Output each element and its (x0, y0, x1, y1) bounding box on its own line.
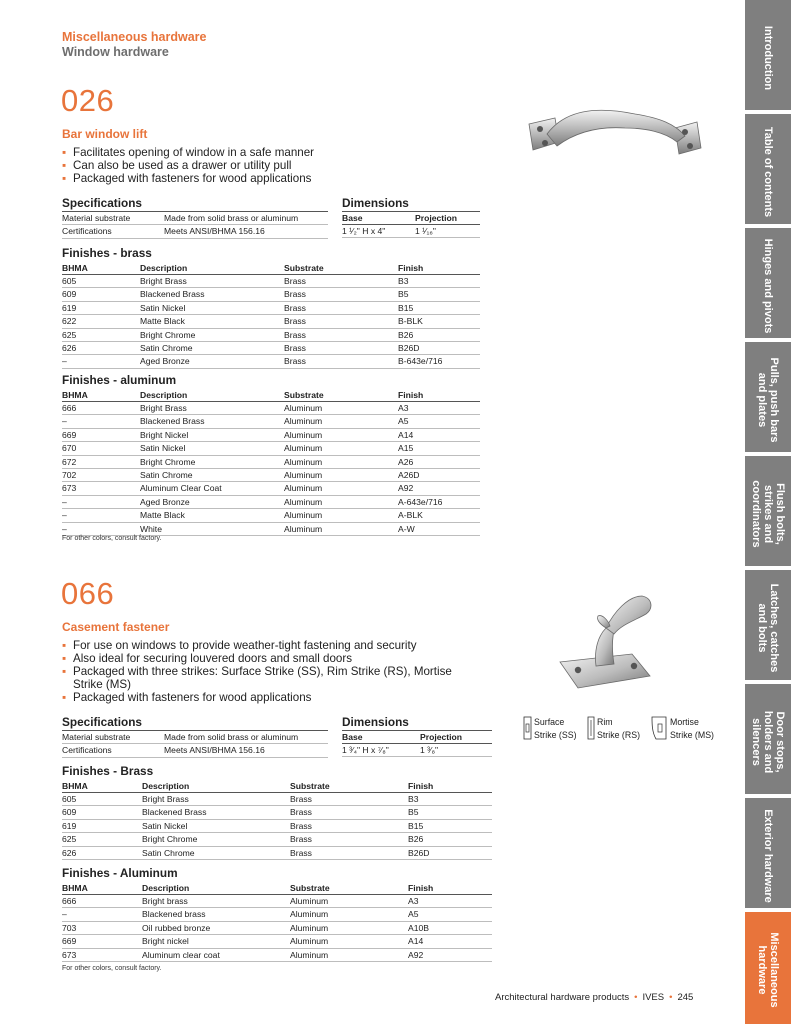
table-cell: A10B (408, 921, 492, 934)
tab-miscellaneous-hardware[interactable]: Miscellaneous hardware (745, 912, 791, 1024)
table-cell: White (140, 522, 284, 535)
tab-flush-bolts[interactable]: Flush bolts, strikes and coordinators (745, 456, 791, 566)
feature-item: ▪ Facilitates opening of window in a safe manner (62, 146, 315, 159)
table-cell: 702 (62, 469, 140, 482)
product-title: Bar window lift (62, 127, 148, 141)
table-cell: A92 (398, 482, 480, 495)
subcategory-title: Window hardware (62, 45, 169, 59)
page-number: 245 (677, 992, 694, 1003)
tab-table-of-contents[interactable]: Table of contents (745, 114, 791, 224)
table-row: Certifications Meets ANSI/BHMA 156.16 (62, 744, 328, 757)
finishes-brass-table: BHMA Description Substrate Finish 605 Bright Brass Brass B3 609 Blackened Brass Brass B5 619 Satin Nickel Brass B15 622 Matte Black Brass B-BLK 625 Bright Chrome Brass B26 626 Satin Chrome Brass B26D – Aged Bronze Brass B-643e/716 (62, 262, 480, 369)
table-row (62, 806, 492, 819)
table-cell: Aluminum (284, 469, 398, 482)
table-row (62, 355, 480, 368)
table-cell: Brass (290, 846, 408, 859)
table-cell: Bright Chrome (140, 455, 284, 468)
tab-latches-catches[interactable]: Latches, catches and bolts (745, 570, 791, 680)
feature-item: ▪ Packaged with three strikes: Surface Strike (SS), Rim Strike (RS), Mortise Strike (MS) (62, 665, 452, 691)
finishes-aluminum-table: BHMA Description Substrate Finish 666 Bright Brass Aluminum A3 – Blackened Brass Aluminum A5 669 Bright Nickel Aluminum A14 670 Satin Nickel Aluminum A15 672 Bright Chrome Aluminum A26 702 Satin Chrome Aluminum A26D 673 Aluminum Clear Coat Aluminum A92 – Aged Bronze Aluminum A-643e/716 – Matte Black Aluminum A-BLK – White Aluminum A-W (62, 389, 480, 536)
table-cell: 673 (62, 482, 140, 495)
table-cell: 669 (62, 935, 142, 948)
table-cell: B26 (408, 833, 492, 846)
table-cell: 609 (62, 288, 140, 301)
table-cell: B15 (398, 301, 480, 314)
table-cell: Brass (290, 806, 408, 819)
table-cell: A3 (398, 402, 480, 415)
feature-item: ▪ For use on windows to provide weather-tight fastening and security (62, 639, 417, 652)
table-cell: Aluminum (284, 522, 398, 535)
table-cell: A14 (398, 428, 480, 441)
tab-pulls-push-bars[interactable]: Pulls, push bars and plates (745, 342, 791, 452)
table-cell: Aged Bronze (140, 355, 284, 368)
dimensions-heading: Dimensions (342, 715, 409, 729)
table-cell: Aluminum clear coat (142, 948, 290, 961)
mortise-strike-label: Mortise Strike (MS) (650, 716, 714, 742)
table-cell: – (62, 522, 140, 535)
table-row (62, 315, 480, 328)
table-cell: Blackened Brass (140, 415, 284, 428)
finishes-brass-table: BHMA Description Substrate Finish 605 Bright Brass Brass B3 609 Blackened Brass Brass B5 619 Satin Nickel Brass B15 625 Bright Chrome Brass B26 626 Satin Chrome Brass B26D (62, 780, 492, 860)
table-cell: Bright nickel (142, 935, 290, 948)
table-row (62, 455, 480, 468)
table-cell: 605 (62, 793, 142, 806)
feature-list (62, 146, 482, 185)
table-cell: 626 (62, 846, 142, 859)
table-row (62, 428, 480, 441)
table-row (62, 301, 480, 314)
table-cell: Aluminum (284, 442, 398, 455)
table-cell: Aluminum (284, 455, 398, 468)
table-cell: Satin Nickel (142, 819, 290, 832)
feature-item: ▪ Packaged with fasteners for wood applications (62, 691, 312, 704)
tab-hinges-and-pivots[interactable]: Hinges and pivots (745, 228, 791, 338)
specifications-heading: Specifications (62, 196, 142, 210)
table-row (62, 275, 480, 288)
table-cell: Brass (284, 355, 398, 368)
table-cell: Blackened brass (142, 908, 290, 921)
table-row (62, 948, 492, 961)
table-cell: Brass (290, 793, 408, 806)
table-cell: Satin Chrome (140, 469, 284, 482)
table-cell: A15 (398, 442, 480, 455)
table-cell: 605 (62, 275, 140, 288)
dimensions-heading: Dimensions (342, 196, 409, 210)
rim-strike-icon (587, 716, 595, 740)
table-cell: B-643e/716 (398, 355, 480, 368)
table-cell: Brass (284, 328, 398, 341)
table-cell: Aluminum (284, 415, 398, 428)
table-cell: Aluminum (290, 921, 408, 934)
table-cell: Satin Chrome (140, 342, 284, 355)
table-cell: 626 (62, 342, 140, 355)
table-row: Material substrate Made from solid brass or aluminum (62, 212, 328, 225)
table-cell: Brass (284, 275, 398, 288)
finishes-brass-heading: Finishes - Brass (62, 764, 154, 778)
table-row: Certifications Meets ANSI/BHMA 156.16 (62, 225, 328, 238)
table-cell: Bright Chrome (140, 328, 284, 341)
table-row: 1 ³⁄₄" H x ⁷⁄₈" 1 ³⁄₈" (342, 744, 492, 757)
table-row (62, 482, 480, 495)
table-cell: Aluminum (290, 908, 408, 921)
note-text: For other colors, consult factory. (62, 965, 162, 972)
surface-strike-label: Surface Strike (SS) (523, 716, 577, 742)
table-cell: Blackened Brass (140, 288, 284, 301)
table-row (62, 342, 480, 355)
table-row (62, 402, 480, 415)
table-cell: A14 (408, 935, 492, 948)
table-cell: Satin Nickel (140, 301, 284, 314)
feature-item: ▪ Also ideal for securing louvered doors and small doors (62, 652, 353, 665)
table-cell: Bright Brass (142, 793, 290, 806)
table-cell: Brass (284, 315, 398, 328)
table-cell: B5 (398, 288, 480, 301)
table-cell: Aluminum (284, 495, 398, 508)
table-row (62, 522, 480, 535)
product-title: Casement fastener (62, 620, 170, 634)
table-cell: Brass (290, 833, 408, 846)
dimensions-table: Base Projection 1 ³⁄₄" H x ⁷⁄₈" 1 ³⁄₈" (342, 730, 492, 757)
table-row (62, 469, 480, 482)
table-cell: 619 (62, 819, 142, 832)
product-number: 026 (61, 83, 115, 118)
table-cell: A26D (398, 469, 480, 482)
table-cell: Bright Nickel (140, 428, 284, 441)
specifications-table (62, 211, 328, 239)
bar-window-lift-image (525, 108, 703, 168)
table-cell: B3 (408, 793, 492, 806)
table-cell: – (62, 509, 140, 522)
table-cell: Aluminum (284, 402, 398, 415)
table-row (62, 833, 492, 846)
table-cell: 625 (62, 328, 140, 341)
table-cell: 672 (62, 455, 140, 468)
finishes-brass-heading: Finishes - brass (62, 246, 152, 260)
dimensions-table: Base Projection 1 ¹⁄₂" H x 4" 1 ¹⁄₁₆" (342, 211, 480, 238)
table-cell: Brass (284, 288, 398, 301)
table-cell: 669 (62, 428, 140, 441)
table-row (62, 846, 492, 859)
table-cell: 619 (62, 301, 140, 314)
table-cell: A-W (398, 522, 480, 535)
feature-item: ▪ Packaged with fasteners for wood applications (62, 172, 312, 185)
table-row (62, 509, 480, 522)
table-cell: Aluminum (290, 895, 408, 908)
page-header (62, 30, 207, 60)
finishes-aluminum-heading: Finishes - Aluminum (62, 866, 178, 880)
table-cell: 609 (62, 806, 142, 819)
table-cell: A26 (398, 455, 480, 468)
table-cell: Aluminum (284, 428, 398, 441)
table-cell: Aluminum (284, 482, 398, 495)
specifications-table (62, 730, 328, 758)
table-cell: B26D (398, 342, 480, 355)
table-cell: Aged Bronze (140, 495, 284, 508)
tab-introduction[interactable]: Introduction (745, 0, 791, 110)
table-cell: 622 (62, 315, 140, 328)
rim-strike-label: Rim Strike (RS) (587, 716, 640, 742)
table-cell: Aluminum (290, 948, 408, 961)
footer-brand: IVES (642, 992, 665, 1003)
table-cell: B-BLK (398, 315, 480, 328)
table-cell: 666 (62, 402, 140, 415)
table-cell: 670 (62, 442, 140, 455)
table-cell: Aluminum (290, 935, 408, 948)
note-text: For other colors, consult factory. (62, 535, 162, 542)
table-cell: Satin Chrome (142, 846, 290, 859)
table-cell: A3 (408, 895, 492, 908)
mortise-strike-icon (650, 716, 668, 740)
tab-exterior-hardware[interactable]: Exterior hardware (745, 798, 791, 908)
table-row (62, 415, 480, 428)
table-cell: A-BLK (398, 509, 480, 522)
footer-text: Architectural hardware products (495, 992, 630, 1003)
table-row (62, 495, 480, 508)
table-cell: B3 (398, 275, 480, 288)
table-cell: Matte Black (140, 509, 284, 522)
table-cell: A92 (408, 948, 492, 961)
table-row (62, 793, 492, 806)
table-cell: B5 (408, 806, 492, 819)
feature-item: ▪ Can also be used as a drawer or utility pull (62, 159, 292, 172)
product-number: 066 (61, 576, 115, 611)
table-cell: Blackened Brass (142, 806, 290, 819)
specifications-heading: Specifications (62, 715, 142, 729)
table-cell: – (62, 908, 142, 921)
table-cell: Bright Brass (140, 402, 284, 415)
table-row (62, 328, 480, 341)
table-cell: A-643e/716 (398, 495, 480, 508)
table-cell: – (62, 415, 140, 428)
finishes-aluminum-heading: Finishes - aluminum (62, 373, 177, 387)
table-cell: Bright Chrome (142, 833, 290, 846)
table-row (62, 895, 492, 908)
casement-fastener-image (556, 590, 660, 694)
table-cell: Brass (284, 342, 398, 355)
table-row (62, 442, 480, 455)
table-cell: B26 (398, 328, 480, 341)
table-row (62, 921, 492, 934)
table-row (62, 288, 480, 301)
table-cell: 703 (62, 921, 142, 934)
table-cell: Brass (284, 301, 398, 314)
table-cell: B26D (408, 846, 492, 859)
surface-strike-icon (523, 716, 532, 740)
table-row (62, 908, 492, 921)
table-cell: Aluminum Clear Coat (140, 482, 284, 495)
category-title: Miscellaneous hardware (62, 30, 207, 44)
table-cell: 625 (62, 833, 142, 846)
table-cell: Bright Brass (140, 275, 284, 288)
table-cell: – (62, 495, 140, 508)
table-cell: – (62, 355, 140, 368)
table-cell: B15 (408, 819, 492, 832)
table-cell: A5 (398, 415, 480, 428)
table-row (62, 935, 492, 948)
table-cell: Bright brass (142, 895, 290, 908)
finishes-aluminum-table: BHMA Description Substrate Finish 666 Bright brass Aluminum A3 – Blackened brass Aluminum A5 703 Oil rubbed bronze Aluminum A10B 669 Bright nickel Aluminum A14 673 Aluminum clear coat Aluminum A92 (62, 882, 492, 962)
table-cell: Oil rubbed bronze (142, 921, 290, 934)
feature-list (62, 639, 454, 704)
table-row: Material substrate Made from solid brass or aluminum (62, 731, 328, 744)
tab-door-stops[interactable]: Door stops, holders and silencers (745, 684, 791, 794)
table-row (62, 819, 492, 832)
table-cell: Satin Nickel (140, 442, 284, 455)
table-cell: 666 (62, 895, 142, 908)
table-cell: Brass (290, 819, 408, 832)
table-cell: Matte Black (140, 315, 284, 328)
page-footer: Architectural hardware products • IVES • 245 (495, 992, 694, 1003)
table-row: 1 ¹⁄₂" H x 4" 1 ¹⁄₁₆" (342, 225, 480, 238)
table-cell: 673 (62, 948, 142, 961)
table-cell: Aluminum (284, 509, 398, 522)
table-cell: A5 (408, 908, 492, 921)
